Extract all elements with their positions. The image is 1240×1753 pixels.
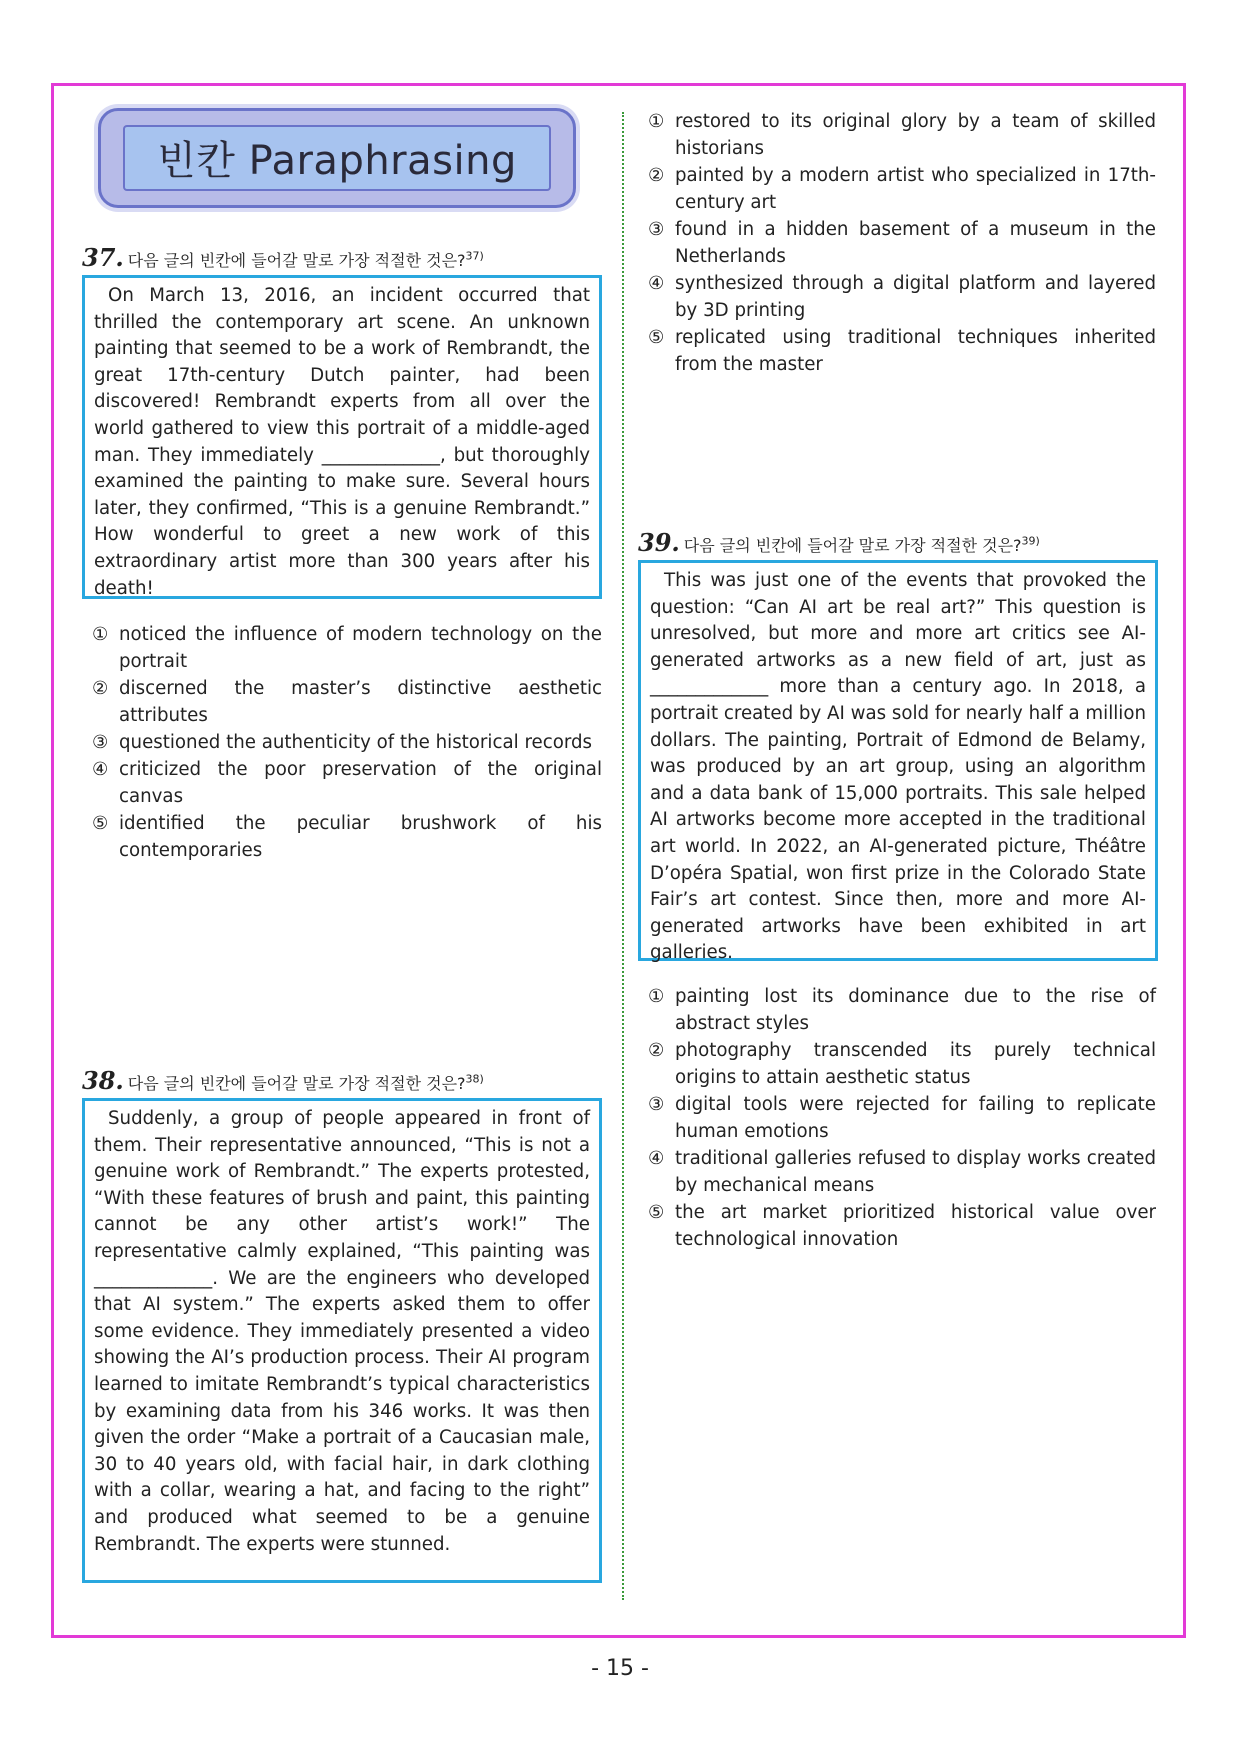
option-item[interactable] (648, 270, 1156, 324)
question-number: 37. (82, 243, 124, 272)
question-38-options (648, 108, 1156, 378)
question-38-heading (82, 1066, 484, 1095)
section-title: 빈칸 Paraphrasing (157, 138, 517, 184)
option-mark: ① (648, 111, 665, 132)
question-37-heading (82, 243, 484, 272)
footnote-ref: 39) (1021, 534, 1040, 548)
question-37-passage: On March 13, 2016, an incident occurred that thrilled the contemporary art scene. An unknown painting that seemed to be a work of Rembrandt, the great 17th-century Dutch painter, had been discovered! Rembrandt experts from all over the world gathered to view this portrait of a middle-aged man. They immediately _____________, but thoroughly examined the painting to make sure. Several hours later, they confirmed, “This is a genuine Rembrandt.” How wonderful to greet a new work of this extraordinary artist more than 300 years after his death! (82, 275, 602, 599)
option-mark: ⑤ (648, 1202, 665, 1223)
question-number: 39. (638, 528, 680, 557)
question-39-passage: This was just one of the events that provoked the question: “Can AI art be real art?” This question is unresolved, but more and more art critics see AI-generated artworks as a new field of art, just as _____________ more than a century ago. In 2018, a portrait created by AI was sold for nearly half a million dollars. The painting, Portrait of Edmond de Belamy, was produced by an art group, using an algorithm and a data bank of 15,000 portraits. This sale helped AI artworks become more accepted in the traditional art world. In 2022, an AI-generated picture, Théâtre D’opéra Spatial, won first prize in the Colorado State Fair’s art contest. Since then, more and more AI-generated artworks have been exhibited in art galleries. (638, 560, 1158, 961)
question-38-passage: Suddenly, a group of people appeared in front of them. Their representative announced, “This is not a genuine work of Rembrandt.” The experts protested, “With these features of brush and paint, this painting cannot be any other artist’s work!” The representative calmly explained, “This painting was _____________. We are the engineers who developed that AI system.” The experts asked them to offer some evidence. They immediately presented a video showing the AI’s production process. Their AI program learned to imitate Rembrandt’s typical characteristics by examining data from his 346 works. It was then given the order “Make a portrait of a Caucasian male, 30 to 40 years old, with facial hair, in dark clothing with a collar, wearing a hat, and facing to the right” and produced what seemed to be a genuine Rembrandt. The experts were stunned. (82, 1098, 602, 1583)
option-item[interactable] (648, 108, 1156, 162)
option-text: discerned the master’s distinctive aesthetic attributes (119, 678, 602, 726)
option-text: synthesized through a digital platform and layered by 3D printing (675, 273, 1156, 321)
option-text: identified the peculiar brushwork of his contemporaries (119, 813, 602, 861)
option-mark: ② (92, 678, 109, 699)
option-item[interactable] (648, 1145, 1156, 1199)
option-item[interactable] (92, 756, 602, 810)
footnote-ref: 37) (465, 249, 484, 263)
section-banner (98, 108, 576, 208)
option-mark: ④ (648, 273, 665, 294)
option-text: traditional galleries refused to display works created by mechanical means (675, 1148, 1156, 1196)
option-text: found in a hidden basement of a museum in the Netherlands (675, 219, 1156, 267)
option-text: questioned the authenticity of the historical records (119, 732, 593, 753)
option-text: criticized the poor preservation of the original canvas (119, 759, 602, 807)
option-mark: ① (92, 624, 109, 645)
question-prompt: 다음 글의 빈칸에 들어갈 말로 가장 적절한 것은? (127, 251, 466, 270)
option-mark: ⑤ (92, 813, 109, 834)
option-item[interactable] (92, 675, 602, 729)
option-item[interactable] (648, 1091, 1156, 1145)
question-37-options (92, 621, 602, 864)
option-text: painting lost its dominance due to the rise of abstract styles (675, 986, 1156, 1034)
option-mark: ⑤ (648, 327, 665, 348)
question-number: 38. (82, 1066, 124, 1095)
option-mark: ① (648, 986, 665, 1007)
option-item[interactable] (92, 729, 602, 756)
footnote-ref: 38) (465, 1072, 484, 1086)
option-mark: ③ (648, 219, 665, 240)
option-mark: ③ (648, 1094, 665, 1115)
option-mark: ② (648, 165, 665, 186)
option-text: photography transcended its purely technical origins to attain aesthetic status (675, 1040, 1156, 1088)
question-39-heading (638, 528, 1040, 557)
column-divider (622, 112, 624, 1600)
question-prompt: 다음 글의 빈칸에 들어갈 말로 가장 적절한 것은? (127, 1074, 466, 1093)
option-text: digital tools were rejected for failing to replicate human emotions (675, 1094, 1156, 1142)
option-item[interactable] (648, 1199, 1156, 1253)
page-number: - 15 - (591, 1656, 649, 1681)
question-39-options (648, 983, 1156, 1253)
option-mark: ③ (92, 732, 109, 753)
option-item[interactable] (92, 810, 602, 864)
option-mark: ④ (648, 1148, 665, 1169)
option-text: painted by a modern artist who specialized in 17th-century art (675, 165, 1156, 213)
option-item[interactable] (648, 1037, 1156, 1091)
option-item[interactable] (92, 621, 602, 675)
option-mark: ② (648, 1040, 665, 1061)
section-banner-inner (123, 125, 551, 191)
option-item[interactable] (648, 216, 1156, 270)
option-text: noticed the influence of modern technology on the portrait (119, 624, 602, 672)
option-text: the art market prioritized historical value over technological innovation (675, 1202, 1156, 1250)
option-mark: ④ (92, 759, 109, 780)
option-item[interactable] (648, 983, 1156, 1037)
option-text: replicated using traditional techniques inherited from the master (675, 327, 1156, 375)
option-item[interactable] (648, 162, 1156, 216)
option-text: restored to its original glory by a team of skilled historians (675, 111, 1156, 159)
option-item[interactable] (648, 324, 1156, 378)
question-prompt: 다음 글의 빈칸에 들어갈 말로 가장 적절한 것은? (683, 536, 1022, 555)
